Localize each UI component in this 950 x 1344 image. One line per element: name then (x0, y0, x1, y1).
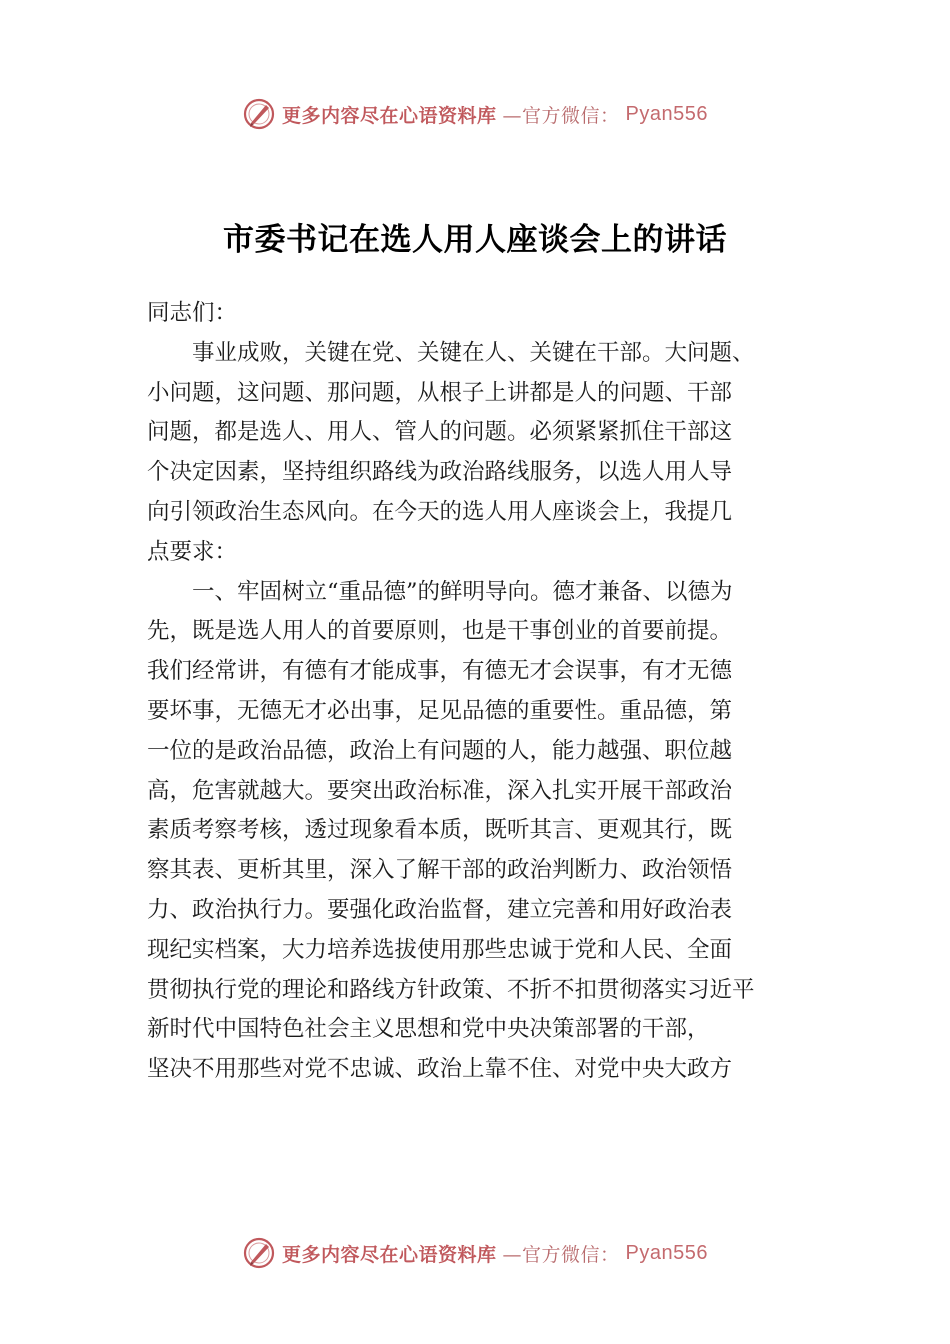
body-line: 小问题，这问题、那问题，从根子上讲都是人的问题、干部 (147, 379, 733, 406)
body-line: 要坏事，无德无才必出事，足见品德的重要性。重品德，第 (147, 697, 733, 724)
banner-main-text: 更多内容尽在心语资料库 (282, 104, 497, 127)
document-body (147, 294, 827, 1090)
footer-watermark-banner (0, 1233, 950, 1273)
banner-wechat-id: Pyan556 (625, 1241, 708, 1264)
body-line: 贯彻执行党的理论和路线方针政策、不折不扣贯彻落实习近平 (147, 976, 755, 1003)
body-line: 一位的是政治品德，政治上有问题的人，能力越强、职位越 (147, 737, 733, 764)
banner-wechat-id: Pyan556 (625, 102, 708, 125)
banner-separator-text: —官方微信： (502, 104, 620, 127)
body-line: 同志们： (147, 300, 238, 326)
body-line: 现纪实档案，大力培养选拔使用那些忠诚于党和人民、全面 (147, 936, 733, 963)
body-line: 先，既是选人用人的首要原则，也是干事创业的首要前提。 (147, 618, 733, 645)
body-line: 事业成败，关键在党、关键在人、关键在干部。大问题、 (147, 339, 755, 366)
body-line: 问题，都是选人、用人、管人的问题。必须紧紧抓住干部这 (147, 419, 733, 446)
body-line: 点要求： (147, 538, 238, 565)
quill-logo-icon (242, 1236, 276, 1270)
body-line: 一、牢固树立“重品德”的鲜明导向。德才兼备、以德为 (147, 578, 733, 605)
body-line: 新时代中国特色社会主义思想和党中央决策部署的干部， (147, 1016, 710, 1043)
body-line: 高，危害就越大。要突出政治标准，深入扎实开展干部政治 (147, 777, 733, 804)
header-watermark-banner (0, 94, 950, 134)
body-line: 素质考察考核，透过现象看本质，既听其言、更观其行，既 (147, 817, 733, 844)
body-line: 力、政治执行力。要强化政治监督，建立完善和用好政治表 (147, 896, 733, 923)
document-title: 市委书记在选人用人座谈会上的讲话 (223, 222, 727, 258)
quill-logo-icon (242, 97, 276, 131)
body-line: 坚决不用那些对党不忠诚、政治上靠不住、对党中央大政方 (147, 1056, 733, 1083)
body-line: 我们经常讲，有德有才能成事，有德无才会误事，有才无德 (147, 658, 733, 685)
body-line: 个决定因素，坚持组织路线为政治路线服务，以选人用人导 (147, 459, 733, 486)
body-line: 向引领政治生态风向。在今天的选人用人座谈会上，我提几 (147, 498, 733, 525)
body-line: 察其表、更析其里，深入了解干部的政治判断力、政治领悟 (147, 857, 733, 884)
banner-main-text: 更多内容尽在心语资料库 (282, 1243, 497, 1266)
banner-separator-text: —官方微信： (502, 1243, 620, 1266)
